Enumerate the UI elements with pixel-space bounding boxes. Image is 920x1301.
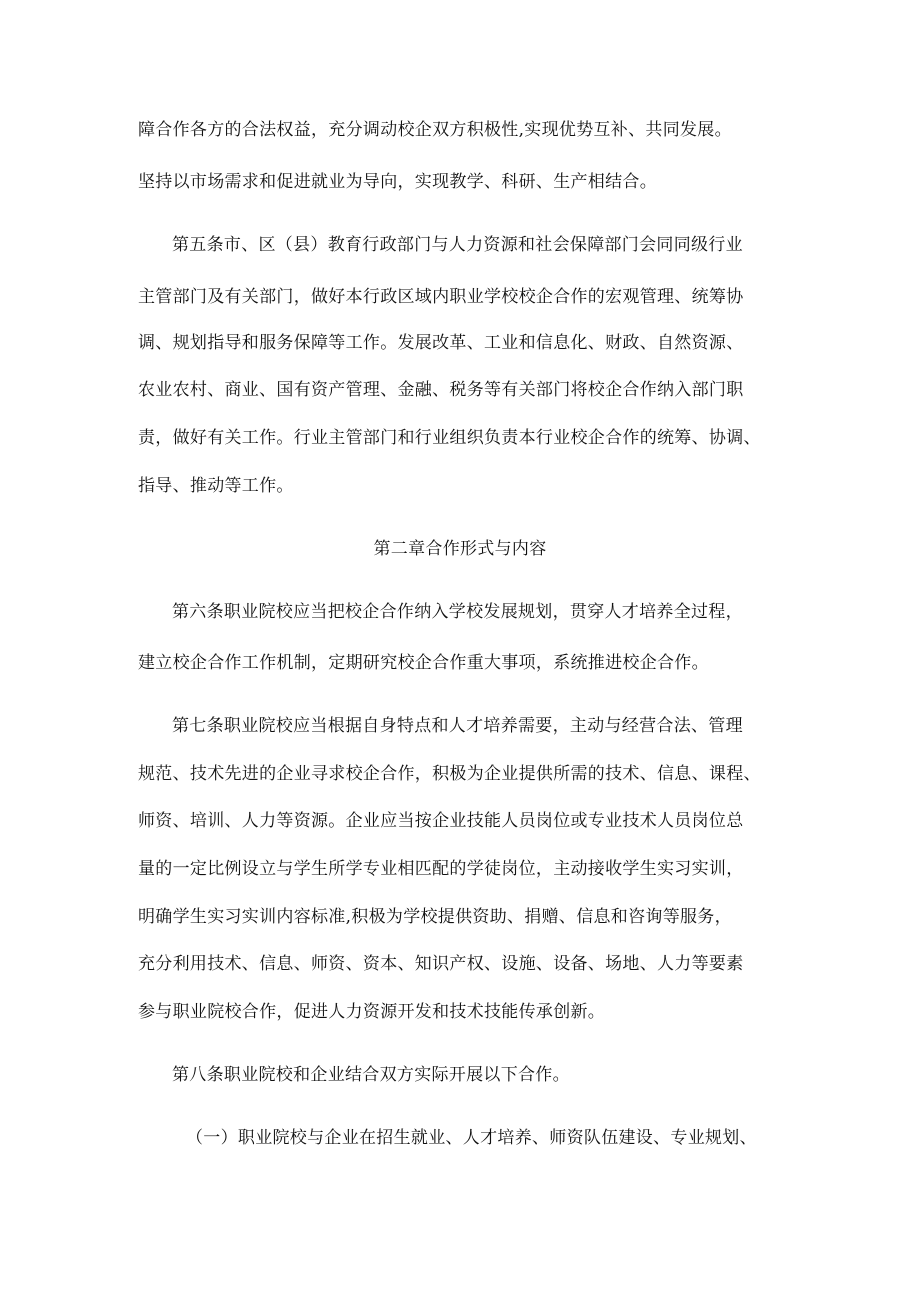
article-6-line-2: 建立校企合作工作机制，定期研究校企合作重大事项，系统推进校企合作。 <box>138 653 709 673</box>
article-5-line-4: 农业农村、商业、国有资产管理、金融、税务等有关部门将校企合作纳入部门职 <box>138 380 744 400</box>
chapter-heading: 第二章合作形式与内容 <box>373 539 547 559</box>
article-5-line-1: 第五条市、区（县）教育行政部门与人力资源和社会保障部门会同同级行业 <box>172 235 743 255</box>
paragraph-1-line-2: 坚持以市场需求和促进就业为导向，实现教学、科研、生产相结合。 <box>138 172 657 192</box>
article-7-line-1: 第七条职业院校应当根据自身特点和人才培养需要，主动与经营合法、管理 <box>172 716 743 736</box>
article-7-line-6: 充分利用技术、信息、师资、资本、知识产权、设施、设备、场地、人力等要素 <box>138 954 744 974</box>
article-7-line-5: 明确学生实习实训内容标准,积极为学校提供资助、捐赠、信息和咨询等服务， <box>138 907 732 927</box>
paragraph-1-line-1: 障合作各方的合法权益，充分调动校企双方积极性,实现优势互补、共同发展。 <box>138 120 732 140</box>
article-8-item-1-line-1: （一）职业院校与企业在招生就业、人才培养、师资队伍建设、专业规划、 <box>186 1128 757 1148</box>
article-7-line-2: 规范、技术先进的企业寻求校企合作，积极为企业提供所需的技术、信息、课程、 <box>138 764 761 784</box>
article-8-line-1: 第八条职业院校和企业结合双方实际开展以下合作。 <box>172 1065 570 1085</box>
article-5-line-2: 主管部门及有关部门，做好本行政区域内职业学校校企合作的宏观管理、统筹协 <box>138 287 744 307</box>
article-5-line-6: 指导、推动等工作。 <box>138 476 294 496</box>
article-7-line-4: 量的一定比例设立与学生所学专业相匹配的学徒岗位，主动接收学生实习实训， <box>138 859 744 879</box>
article-5-line-5: 责，做好有关工作。行业主管部门和行业组织负责本行业校企合作的统筹、协调、 <box>138 428 761 448</box>
article-7-line-7: 参与职业院校合作，促进人力资源开发和技术技能传承创新。 <box>138 1002 606 1022</box>
article-6-line-1: 第六条职业院校应当把校企合作纳入学校发展规划，贯穿人才培养全过程， <box>172 602 743 622</box>
article-5-line-3: 调、规划指导和服务保障等工作。发展改革、工业和信息化、财政、自然资源、 <box>138 333 744 353</box>
article-7-line-3: 师资、培训、人力等资源。企业应当按企业技能人员岗位或专业技术人员岗位总 <box>138 811 744 831</box>
